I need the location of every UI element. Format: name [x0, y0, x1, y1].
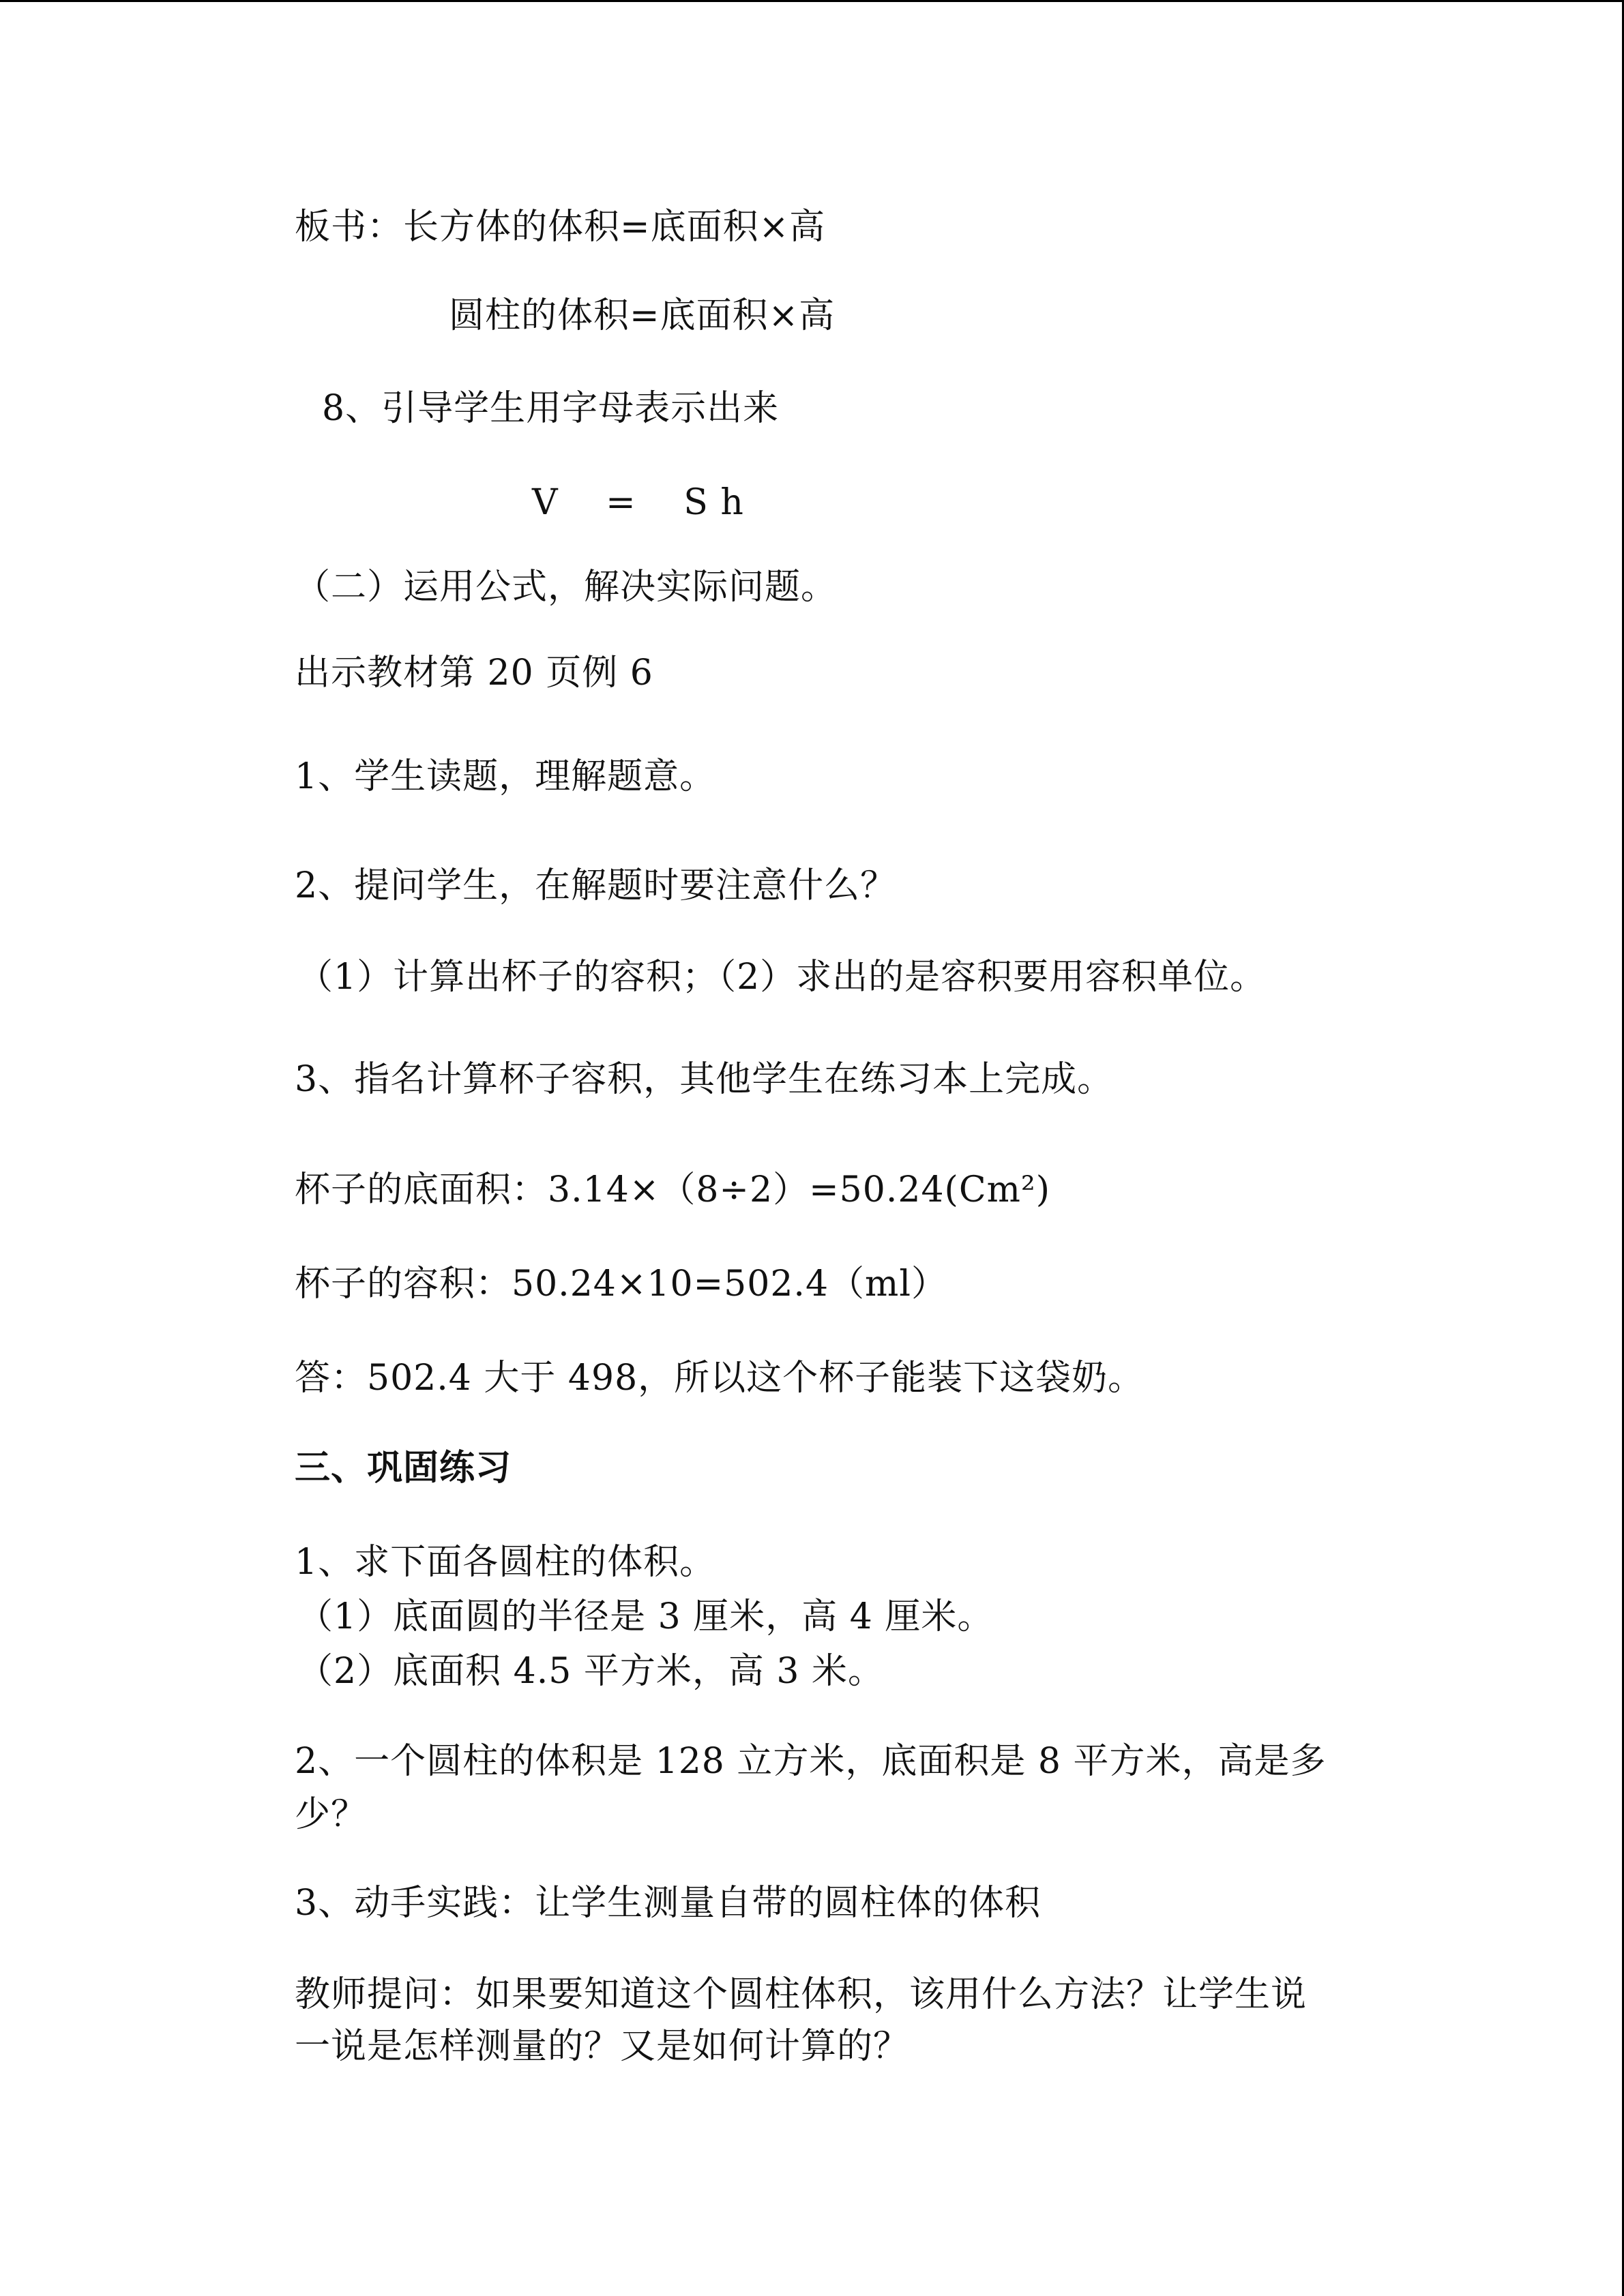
step-8-letter-representation: 8、引导学生用字母表示出来 [322, 388, 780, 429]
teacher-question-line-1: 教师提问：如果要知道这个圆柱体积，该用什么方法？让学生说 [295, 1974, 1308, 2015]
step-3-calculate-capacity: 3、指名计算杯子容积，其他学生在练习本上完成。 [295, 1059, 1114, 1100]
attention-points: （1）计算出杯子的容积；（2）求出的是容积要用容积单位。 [297, 957, 1267, 998]
cup-base-area-calc: 杯子的底面积：3.14×（8÷2）=50.24(Cm²) [295, 1169, 1051, 1210]
textbook-example-ref: 出示教材第 20 页例 6 [295, 653, 653, 694]
exercise-2-line-2: 少？ [295, 1794, 368, 1835]
step-2-ask-students: 2、提问学生，在解题时要注意什么？ [295, 865, 897, 906]
board-writing-cuboid-volume: 板书：长方体的体积=底面积×高 [295, 207, 826, 248]
formula-sh: S h [683, 482, 744, 523]
exercise-1-item-1: （1）底面圆的半径是 3 厘米，高 4 厘米。 [297, 1596, 994, 1637]
section-apply-formula: （二）运用公式，解决实际问题。 [295, 567, 838, 608]
exercise-1-title: 1、求下面各圆柱的体积。 [295, 1542, 716, 1583]
exercise-2-line-1: 2、一个圆柱的体积是 128 立方米，底面积是 8 平方米，高是多 [295, 1741, 1327, 1782]
section-consolidation-practice: 三、巩固练习 [295, 1447, 512, 1489]
formula-v: V [532, 482, 559, 523]
step-1-read-problem: 1、学生读题，理解题意。 [295, 756, 716, 797]
formula-equals: = [606, 482, 636, 523]
answer-line: 答：502.4 大于 498，所以这个杯子能装下这袋奶。 [295, 1358, 1145, 1399]
exercise-3-hands-on: 3、动手实践：让学生测量自带的圆柱体的体积 [295, 1883, 1042, 1924]
teacher-question-line-2: 一说是怎样测量的？又是如何计算的？ [295, 2026, 910, 2067]
volume-formula [532, 481, 744, 524]
board-writing-cylinder-volume: 圆柱的体积=底面积×高 [449, 295, 836, 336]
cup-capacity-calc: 杯子的容积：50.24×10=502.4（ml） [295, 1264, 947, 1304]
exercise-1-item-2: （2）底面积 4.5 平方米，高 3 米。 [297, 1651, 884, 1692]
